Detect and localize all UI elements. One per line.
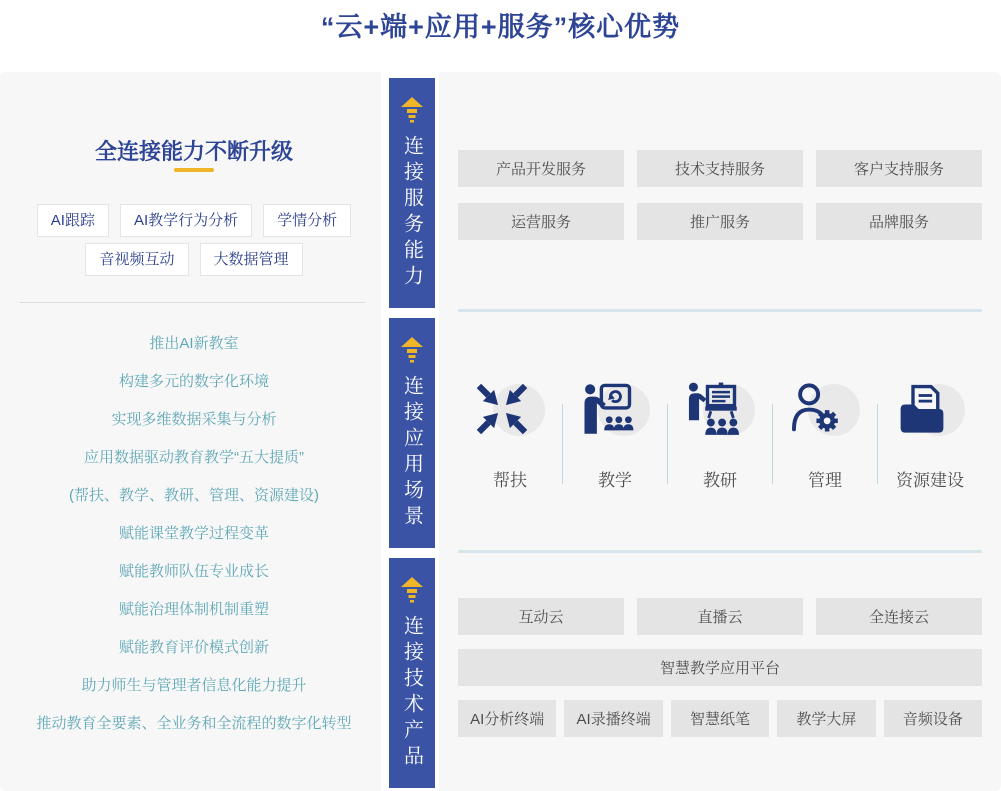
product-button-teaching-screen[interactable]: 教学大屏: [777, 700, 875, 737]
section-divider: [458, 309, 982, 312]
tag-row-1: [0, 204, 388, 237]
tag-av-interaction[interactable]: 音视频互动: [85, 243, 188, 276]
list-item: 赋能教师队伍专业成长: [118, 563, 269, 580]
scenarios-row: [458, 372, 982, 557]
list-item: 构建多元的数字化环境: [118, 373, 269, 390]
bar-label: 连接技术产品: [400, 615, 423, 771]
left-divider: [20, 302, 365, 303]
list-item: 赋能治理体制机制重塑: [118, 601, 269, 618]
product-button-audio-device[interactable]: 音频设备: [884, 700, 982, 737]
list-item: 推动教育全要素、全业务和全流程的数字化转型: [36, 715, 352, 732]
scenario-management: [773, 372, 877, 557]
service-button-promotion[interactable]: 推广服务: [637, 203, 803, 240]
product-button-full-connect-cloud[interactable]: 全连接云: [816, 598, 982, 635]
scenario-resources: [878, 372, 982, 557]
heading-underline: [174, 168, 214, 172]
product-button-live-cloud[interactable]: 直播云: [637, 598, 803, 635]
person-gear-icon: [790, 382, 844, 436]
tag-learning-analysis[interactable]: 学情分析: [263, 204, 351, 237]
product-button-smart-teaching-platform[interactable]: 智慧教学应用平台: [458, 649, 982, 686]
list-item: 推出AI新教室: [149, 335, 239, 352]
folder-document-icon: [895, 382, 949, 436]
list-item: (帮扶、教学、教研、管理、资源建设): [69, 487, 319, 504]
service-button-customer-support[interactable]: 客户支持服务: [816, 150, 982, 187]
list-item: 赋能课堂教学过程变革: [118, 525, 269, 542]
services-row-2: [458, 203, 982, 240]
products-row-1: [458, 598, 982, 635]
page-title: “云+端+应用+服务”核心优势: [320, 12, 681, 42]
tag-row-2: [0, 243, 388, 276]
product-button-interactive-cloud[interactable]: 互动云: [458, 598, 624, 635]
section-bar-products: [389, 558, 435, 788]
service-button-tech-support[interactable]: 技术支持服务: [637, 150, 803, 187]
left-heading: 全连接能力不断升级: [94, 139, 293, 164]
scenario-teaching: [563, 372, 667, 557]
products-row-3: [458, 700, 982, 737]
list-item: 实现多维数据采集与分析: [111, 411, 277, 428]
service-button-product-dev[interactable]: 产品开发服务: [458, 150, 624, 187]
services-row-1: [458, 150, 982, 187]
upgrade-arrow-icon: [399, 336, 425, 363]
product-button-ai-analysis-terminal[interactable]: AI分析终端: [458, 700, 556, 737]
capability-points-list: [0, 325, 388, 743]
right-content-column: [458, 72, 982, 791]
product-button-smart-pen-paper[interactable]: 智慧纸笔: [671, 700, 769, 737]
tag-big-data[interactable]: 大数据管理: [200, 243, 303, 276]
service-button-brand[interactable]: 品牌服务: [816, 203, 982, 240]
bar-label: 连接应用场景: [400, 375, 423, 531]
scenario-assist: [458, 372, 562, 557]
scenario-label: 教研: [703, 471, 737, 490]
list-item: 应用数据驱动教育教学“五大提质”: [84, 449, 304, 466]
scenario-label: 资源建设: [896, 471, 964, 490]
scenario-research: [668, 372, 772, 557]
teaching-board-icon: [580, 382, 634, 436]
scenario-label: 帮扶: [493, 471, 527, 490]
tag-ai-tracking[interactable]: AI跟踪: [37, 204, 109, 237]
section-divider: [458, 550, 982, 553]
scenario-label: 教学: [598, 471, 632, 490]
section-bar-services: [389, 78, 435, 308]
bar-label: 连接服务能力: [400, 135, 423, 291]
section-bar-scenarios: [389, 318, 435, 548]
service-button-operation[interactable]: 运营服务: [458, 203, 624, 240]
product-button-ai-recording-terminal[interactable]: AI录播终端: [564, 700, 662, 737]
tag-ai-behavior-analysis[interactable]: AI教学行为分析: [120, 204, 252, 237]
scenario-label: 管理: [808, 471, 842, 490]
converge-arrows-icon: [475, 382, 529, 436]
upgrade-arrow-icon: [399, 96, 425, 123]
list-item: 赋能教育评价模式创新: [118, 639, 269, 656]
upgrade-arrow-icon: [399, 576, 425, 603]
left-capability-column: [0, 72, 388, 791]
list-item: 助力师生与管理者信息化能力提升: [81, 677, 307, 694]
content-panel: [0, 72, 1001, 791]
research-easel-icon: [685, 382, 739, 436]
